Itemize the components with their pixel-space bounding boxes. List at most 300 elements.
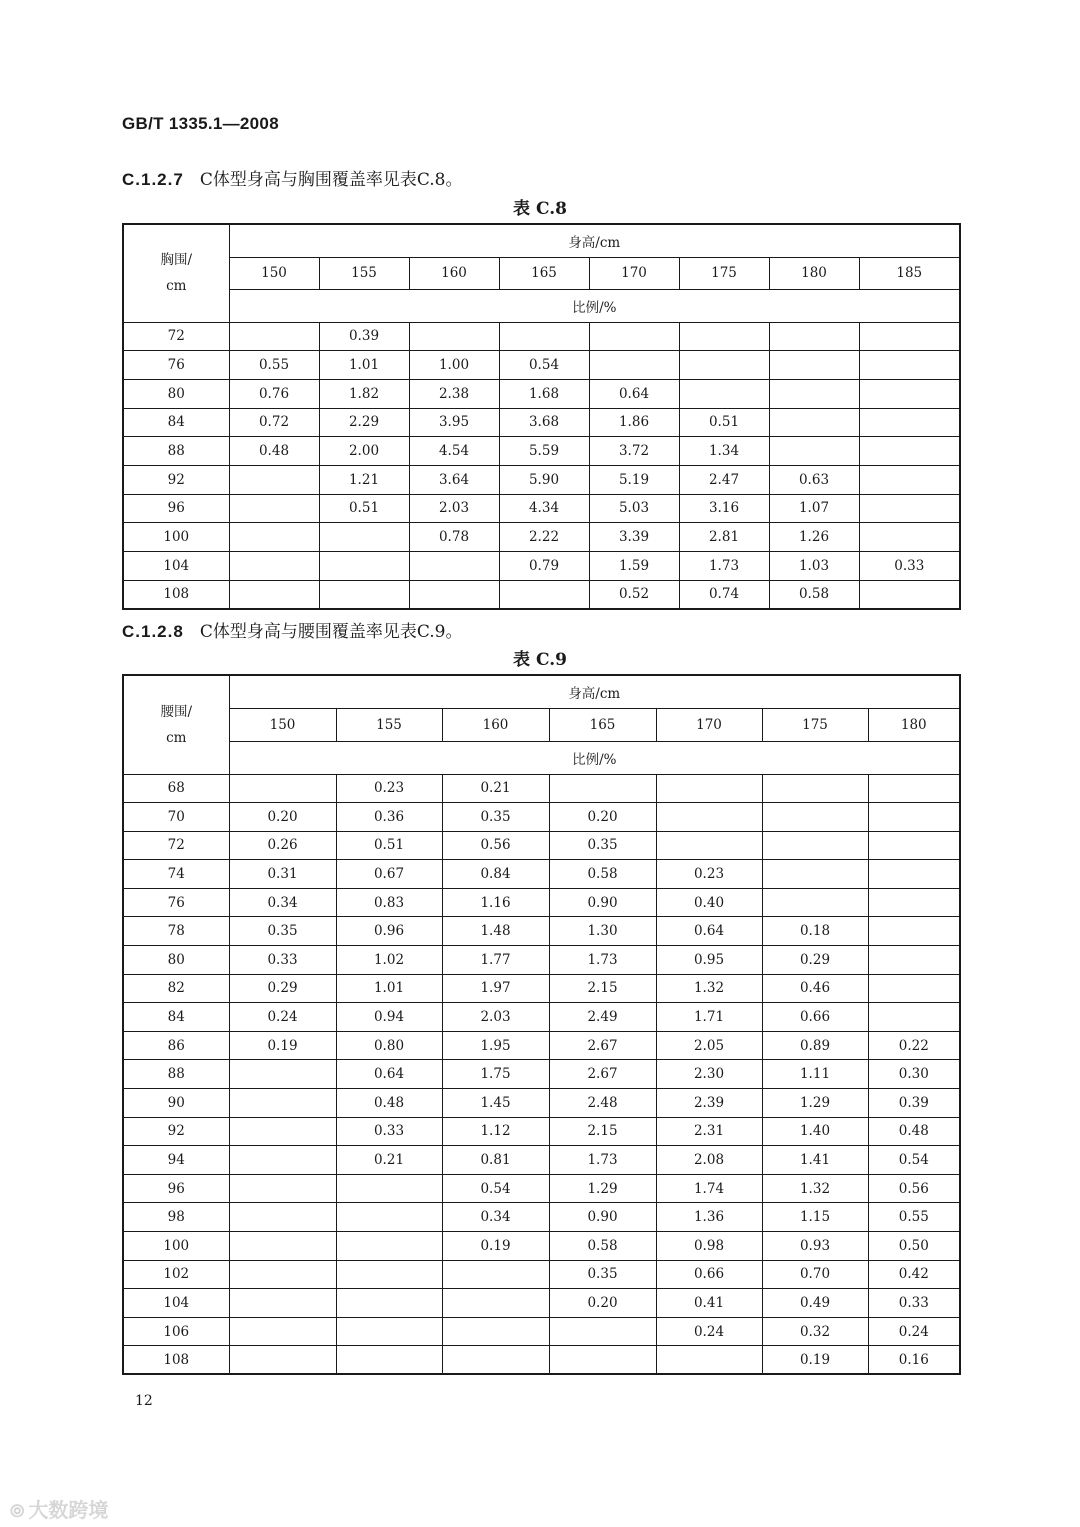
ratio-cell: 0.39 xyxy=(319,322,409,351)
girth-cell: 76 xyxy=(123,888,229,917)
ratio-cell: 3.64 xyxy=(409,465,499,494)
table-row xyxy=(123,1117,960,1146)
ratio-cell xyxy=(229,1289,336,1318)
ratio-cell: 1.29 xyxy=(762,1089,868,1118)
ratio-cell xyxy=(868,888,960,917)
ratio-cell xyxy=(769,379,859,408)
ratio-cell: 5.03 xyxy=(589,494,679,523)
ratio-cell xyxy=(442,1317,549,1346)
clause-text: C体型身高与胸围覆盖率见表C.8。 xyxy=(199,170,463,190)
ratio-cell: 0.94 xyxy=(336,1003,442,1032)
girth-cell: 108 xyxy=(123,1346,229,1375)
ratio-cell xyxy=(229,1089,336,1118)
table-row xyxy=(123,1146,960,1175)
ratio-cell xyxy=(229,1232,336,1261)
ratio-cell: 1.73 xyxy=(549,1146,656,1175)
ratio-cell xyxy=(859,494,960,523)
table-row xyxy=(123,946,960,975)
ratio-cell: 5.90 xyxy=(499,465,589,494)
ratio-cell: 1.01 xyxy=(336,974,442,1003)
ratio-cell: 0.32 xyxy=(762,1317,868,1346)
ratio-cell xyxy=(409,580,499,609)
ratio-cell: 0.31 xyxy=(229,860,336,889)
ratio-cell: 1.11 xyxy=(762,1060,868,1089)
table-row xyxy=(123,465,960,494)
ratio-cell: 0.80 xyxy=(336,1031,442,1060)
table-row xyxy=(123,1317,960,1346)
ratio-cell: 0.24 xyxy=(868,1317,960,1346)
ratio-cell xyxy=(229,322,319,351)
ratio-cell: 3.72 xyxy=(589,437,679,466)
ratio-cell xyxy=(442,1346,549,1375)
height-column-header: 155 xyxy=(319,257,409,289)
height-column-header: 160 xyxy=(442,708,549,741)
girth-cell: 84 xyxy=(123,1003,229,1032)
ratio-header: 比例/% xyxy=(229,289,960,322)
ratio-cell: 0.76 xyxy=(229,379,319,408)
ratio-cell: 1.12 xyxy=(442,1117,549,1146)
ratio-cell: 0.20 xyxy=(229,803,336,832)
table-row xyxy=(123,1089,960,1118)
table-row xyxy=(123,917,960,946)
ratio-cell xyxy=(229,1203,336,1232)
ratio-cell: 1.15 xyxy=(762,1203,868,1232)
table-row xyxy=(123,351,960,380)
ratio-cell: 2.03 xyxy=(442,1003,549,1032)
ratio-cell xyxy=(762,774,868,803)
ratio-cell: 0.64 xyxy=(589,379,679,408)
height-column-header: 180 xyxy=(769,257,859,289)
ratio-cell: 0.21 xyxy=(336,1146,442,1175)
ratio-cell xyxy=(229,523,319,552)
ratio-cell: 1.97 xyxy=(442,974,549,1003)
ratio-cell: 0.54 xyxy=(442,1174,549,1203)
ratio-cell: 0.20 xyxy=(549,803,656,832)
ratio-cell: 0.49 xyxy=(762,1289,868,1318)
ratio-cell xyxy=(549,1346,656,1375)
height-column-header: 165 xyxy=(499,257,589,289)
ratio-cell xyxy=(549,1317,656,1346)
ratio-cell xyxy=(769,408,859,437)
ratio-cell xyxy=(859,322,960,351)
table-row xyxy=(123,322,960,351)
ratio-cell: 5.19 xyxy=(589,465,679,494)
ratio-cell: 1.82 xyxy=(319,379,409,408)
corner-label-line2: cm xyxy=(166,278,187,295)
table-row xyxy=(123,379,960,408)
ratio-cell xyxy=(442,1289,549,1318)
height-column-header: 160 xyxy=(409,257,499,289)
girth-cell: 76 xyxy=(123,351,229,380)
ratio-cell: 1.68 xyxy=(499,379,589,408)
table-row xyxy=(123,523,960,552)
ratio-cell xyxy=(762,803,868,832)
height-column-header: 170 xyxy=(656,708,762,741)
ratio-cell: 1.40 xyxy=(762,1117,868,1146)
ratio-cell xyxy=(859,465,960,494)
ratio-cell xyxy=(859,580,960,609)
ratio-cell xyxy=(769,322,859,351)
ratio-cell: 3.16 xyxy=(679,494,769,523)
girth-cell: 86 xyxy=(123,1031,229,1060)
ratio-cell: 1.30 xyxy=(549,917,656,946)
ratio-cell: 1.86 xyxy=(589,408,679,437)
ratio-cell: 2.39 xyxy=(656,1089,762,1118)
ratio-cell: 2.15 xyxy=(549,1117,656,1146)
girth-cell: 72 xyxy=(123,322,229,351)
ratio-cell: 0.58 xyxy=(549,860,656,889)
table-row xyxy=(123,1203,960,1232)
ratio-cell: 0.96 xyxy=(336,917,442,946)
table-row xyxy=(123,1346,960,1375)
ratio-cell: 0.35 xyxy=(549,1260,656,1289)
ratio-cell xyxy=(589,322,679,351)
ratio-cell xyxy=(762,860,868,889)
girth-cell: 102 xyxy=(123,1260,229,1289)
ratio-cell: 1.29 xyxy=(549,1174,656,1203)
ratio-cell: 2.00 xyxy=(319,437,409,466)
corner-label-line2: cm xyxy=(166,729,187,746)
ratio-cell: 1.02 xyxy=(336,946,442,975)
ratio-cell: 0.89 xyxy=(762,1031,868,1060)
ratio-cell: 1.34 xyxy=(679,437,769,466)
table-row xyxy=(123,580,960,609)
ratio-cell xyxy=(229,1260,336,1289)
ratio-cell: 0.51 xyxy=(679,408,769,437)
ratio-cell: 2.47 xyxy=(679,465,769,494)
ratio-cell: 3.95 xyxy=(409,408,499,437)
ratio-cell xyxy=(336,1289,442,1318)
table-c8-caption: 表 C.8 xyxy=(513,199,567,219)
ratio-cell: 0.16 xyxy=(868,1346,960,1375)
watermark-text: 大数跨境 xyxy=(28,1498,109,1522)
height-column-header: 175 xyxy=(762,708,868,741)
ratio-cell: 0.70 xyxy=(762,1260,868,1289)
ratio-cell xyxy=(229,1117,336,1146)
ratio-cell: 1.36 xyxy=(656,1203,762,1232)
ratio-cell: 0.63 xyxy=(769,465,859,494)
table-row xyxy=(123,1031,960,1060)
ratio-cell: 0.33 xyxy=(868,1289,960,1318)
ratio-cell: 2.67 xyxy=(549,1031,656,1060)
ratio-cell: 1.45 xyxy=(442,1089,549,1118)
ratio-cell: 0.93 xyxy=(762,1232,868,1261)
girth-cell: 106 xyxy=(123,1317,229,1346)
ratio-cell: 0.19 xyxy=(442,1232,549,1261)
table-row xyxy=(123,437,960,466)
ratio-cell xyxy=(336,1260,442,1289)
ratio-cell xyxy=(868,860,960,889)
ratio-cell: 3.68 xyxy=(499,408,589,437)
ratio-cell: 2.48 xyxy=(549,1089,656,1118)
ratio-cell: 0.51 xyxy=(319,494,409,523)
girth-cell: 92 xyxy=(123,465,229,494)
ratio-cell: 1.00 xyxy=(409,351,499,380)
girth-cell: 80 xyxy=(123,379,229,408)
ratio-cell: 1.95 xyxy=(442,1031,549,1060)
ratio-cell: 1.74 xyxy=(656,1174,762,1203)
ratio-cell: 1.32 xyxy=(656,974,762,1003)
girth-cell: 96 xyxy=(123,494,229,523)
girth-cell: 72 xyxy=(123,831,229,860)
ratio-cell: 2.03 xyxy=(409,494,499,523)
ratio-cell xyxy=(336,1174,442,1203)
ratio-cell xyxy=(679,379,769,408)
ratio-cell xyxy=(229,1174,336,1203)
ratio-cell: 0.39 xyxy=(868,1089,960,1118)
ratio-cell: 1.03 xyxy=(769,552,859,581)
ratio-cell: 5.59 xyxy=(499,437,589,466)
ratio-cell: 1.16 xyxy=(442,888,549,917)
ratio-cell xyxy=(229,1317,336,1346)
ratio-cell: 0.48 xyxy=(868,1117,960,1146)
ratio-cell: 1.59 xyxy=(589,552,679,581)
ratio-cell: 1.01 xyxy=(319,351,409,380)
height-column-header: 180 xyxy=(868,708,960,741)
height-header: 身高/cm xyxy=(229,675,960,708)
table-row xyxy=(123,494,960,523)
girth-cell: 74 xyxy=(123,860,229,889)
height-column-header: 150 xyxy=(229,708,336,741)
ratio-cell: 0.19 xyxy=(229,1031,336,1060)
ratio-cell: 0.64 xyxy=(336,1060,442,1089)
ratio-cell xyxy=(549,774,656,803)
girth-cell: 88 xyxy=(123,1060,229,1089)
height-column-header: 175 xyxy=(679,257,769,289)
ratio-cell xyxy=(656,1346,762,1375)
girth-cell: 92 xyxy=(123,1117,229,1146)
ratio-cell: 2.22 xyxy=(499,523,589,552)
ratio-cell: 0.55 xyxy=(868,1203,960,1232)
ratio-cell xyxy=(656,803,762,832)
ratio-cell: 1.77 xyxy=(442,946,549,975)
ratio-cell: 1.32 xyxy=(762,1174,868,1203)
ratio-cell xyxy=(679,351,769,380)
corner-label-line1: 胸围/ xyxy=(160,252,193,269)
ratio-cell: 0.66 xyxy=(656,1260,762,1289)
girth-cell: 68 xyxy=(123,774,229,803)
ratio-cell: 0.83 xyxy=(336,888,442,917)
ratio-cell: 0.81 xyxy=(442,1146,549,1175)
ratio-cell: 0.22 xyxy=(868,1031,960,1060)
clause-number: C.1.2.8 xyxy=(122,622,184,641)
ratio-cell: 0.29 xyxy=(762,946,868,975)
ratio-cell xyxy=(769,437,859,466)
girth-cell: 90 xyxy=(123,1089,229,1118)
ratio-cell: 1.75 xyxy=(442,1060,549,1089)
ratio-cell: 4.34 xyxy=(499,494,589,523)
ratio-cell: 0.52 xyxy=(589,580,679,609)
ratio-cell: 0.33 xyxy=(229,946,336,975)
height-column-header: 170 xyxy=(589,257,679,289)
girth-cell: 94 xyxy=(123,1146,229,1175)
ratio-cell: 0.24 xyxy=(229,1003,336,1032)
table-row xyxy=(123,1289,960,1318)
ratio-cell: 2.81 xyxy=(679,523,769,552)
ratio-cell xyxy=(229,580,319,609)
ratio-cell xyxy=(319,580,409,609)
ratio-cell xyxy=(859,351,960,380)
ratio-cell xyxy=(656,831,762,860)
ratio-cell: 0.48 xyxy=(336,1089,442,1118)
ratio-cell xyxy=(868,917,960,946)
table-row xyxy=(123,552,960,581)
ratio-cell xyxy=(499,580,589,609)
girth-cell: 96 xyxy=(123,1174,229,1203)
clause-number: C.1.2.7 xyxy=(122,170,184,189)
ratio-cell xyxy=(762,888,868,917)
ratio-cell: 2.29 xyxy=(319,408,409,437)
ratio-cell: 1.73 xyxy=(549,946,656,975)
ratio-cell: 1.21 xyxy=(319,465,409,494)
ratio-cell: 0.23 xyxy=(336,774,442,803)
ratio-cell: 0.48 xyxy=(229,437,319,466)
ratio-cell xyxy=(409,552,499,581)
ratio-cell: 0.34 xyxy=(229,888,336,917)
ratio-cell: 0.26 xyxy=(229,831,336,860)
table-row xyxy=(123,1060,960,1089)
ratio-cell: 0.58 xyxy=(549,1232,656,1261)
ratio-cell: 0.33 xyxy=(336,1117,442,1146)
ratio-cell: 0.19 xyxy=(762,1346,868,1375)
ratio-cell: 0.40 xyxy=(656,888,762,917)
ratio-cell: 0.41 xyxy=(656,1289,762,1318)
girth-cell: 84 xyxy=(123,408,229,437)
ratio-cell xyxy=(868,803,960,832)
ratio-cell xyxy=(442,1260,549,1289)
clause-c-1-2-8 xyxy=(122,617,462,642)
height-header: 身高/cm xyxy=(229,224,960,257)
ratio-cell xyxy=(868,1003,960,1032)
ratio-cell: 1.71 xyxy=(656,1003,762,1032)
ratio-cell: 0.95 xyxy=(656,946,762,975)
table-row xyxy=(123,888,960,917)
ratio-cell xyxy=(769,351,859,380)
ratio-cell xyxy=(336,1346,442,1375)
ratio-cell: 2.15 xyxy=(549,974,656,1003)
ratio-cell: 0.36 xyxy=(336,803,442,832)
ratio-cell: 0.67 xyxy=(336,860,442,889)
ratio-cell: 2.49 xyxy=(549,1003,656,1032)
ratio-cell: 0.56 xyxy=(442,831,549,860)
ratio-cell: 0.30 xyxy=(868,1060,960,1089)
ratio-cell: 0.33 xyxy=(859,552,960,581)
girth-cell: 88 xyxy=(123,437,229,466)
height-column-header: 165 xyxy=(549,708,656,741)
height-column-header: 185 xyxy=(859,257,960,289)
girth-cell: 104 xyxy=(123,552,229,581)
table-row xyxy=(123,974,960,1003)
ratio-cell: 2.67 xyxy=(549,1060,656,1089)
clause-c-1-2-7 xyxy=(122,165,462,190)
ratio-cell: 0.46 xyxy=(762,974,868,1003)
ratio-cell xyxy=(229,465,319,494)
girth-cell: 78 xyxy=(123,917,229,946)
table-c9-caption: 表 C.9 xyxy=(513,650,567,670)
ratio-cell xyxy=(229,552,319,581)
girth-cell: 104 xyxy=(123,1289,229,1318)
ratio-cell xyxy=(499,322,589,351)
ratio-cell xyxy=(868,774,960,803)
standard-code: GB/T 1335.1—2008 xyxy=(122,114,279,133)
ratio-cell xyxy=(229,1346,336,1375)
ratio-cell xyxy=(859,523,960,552)
ratio-cell: 0.42 xyxy=(868,1260,960,1289)
ratio-cell: 0.58 xyxy=(769,580,859,609)
ratio-cell: 0.23 xyxy=(656,860,762,889)
ratio-cell: 0.90 xyxy=(549,888,656,917)
table-row xyxy=(123,1003,960,1032)
ratio-header: 比例/% xyxy=(229,741,960,774)
ratio-cell: 0.24 xyxy=(656,1317,762,1346)
ratio-cell: 0.34 xyxy=(442,1203,549,1232)
girth-cell: 80 xyxy=(123,946,229,975)
ratio-cell: 0.64 xyxy=(656,917,762,946)
table-row xyxy=(123,1174,960,1203)
ratio-cell: 0.50 xyxy=(868,1232,960,1261)
ratio-cell xyxy=(859,437,960,466)
ratio-cell: 0.74 xyxy=(679,580,769,609)
table-row xyxy=(123,774,960,803)
ratio-cell: 0.29 xyxy=(229,974,336,1003)
ratio-cell xyxy=(859,379,960,408)
ratio-cell: 0.35 xyxy=(229,917,336,946)
table-row xyxy=(123,860,960,889)
ratio-cell: 0.35 xyxy=(442,803,549,832)
ratio-cell: 0.35 xyxy=(549,831,656,860)
ratio-cell: 0.56 xyxy=(868,1174,960,1203)
ratio-cell xyxy=(229,1060,336,1089)
ratio-cell xyxy=(336,1203,442,1232)
ratio-cell: 0.72 xyxy=(229,408,319,437)
table-c8 xyxy=(122,223,961,610)
table-c9 xyxy=(122,674,961,1375)
ratio-cell: 2.05 xyxy=(656,1031,762,1060)
ratio-cell xyxy=(868,946,960,975)
ratio-cell: 0.90 xyxy=(549,1203,656,1232)
ratio-cell: 4.54 xyxy=(409,437,499,466)
watermark xyxy=(10,1494,108,1523)
ratio-cell xyxy=(656,774,762,803)
corner-label xyxy=(123,675,229,774)
ratio-cell xyxy=(229,1146,336,1175)
table-row xyxy=(123,1232,960,1261)
ratio-cell: 0.54 xyxy=(499,351,589,380)
girth-cell: 108 xyxy=(123,580,229,609)
girth-cell: 82 xyxy=(123,974,229,1003)
ratio-cell: 0.84 xyxy=(442,860,549,889)
clause-text: C体型身高与腰围覆盖率见表C.9。 xyxy=(199,622,463,642)
corner-label-line1: 腰围/ xyxy=(160,703,193,720)
girth-cell: 70 xyxy=(123,803,229,832)
ratio-cell xyxy=(319,523,409,552)
ratio-cell xyxy=(762,831,868,860)
ratio-cell: 0.66 xyxy=(762,1003,868,1032)
girth-cell: 100 xyxy=(123,523,229,552)
ratio-cell: 2.30 xyxy=(656,1060,762,1089)
ratio-cell: 0.18 xyxy=(762,917,868,946)
ratio-cell xyxy=(319,552,409,581)
ratio-cell: 0.98 xyxy=(656,1232,762,1261)
page-number: 12 xyxy=(135,1393,153,1409)
ratio-cell: 0.21 xyxy=(442,774,549,803)
ratio-cell xyxy=(229,774,336,803)
ratio-cell: 0.51 xyxy=(336,831,442,860)
ratio-cell xyxy=(229,494,319,523)
corner-label xyxy=(123,224,229,322)
ratio-cell: 0.55 xyxy=(229,351,319,380)
ratio-cell: 0.20 xyxy=(549,1289,656,1318)
